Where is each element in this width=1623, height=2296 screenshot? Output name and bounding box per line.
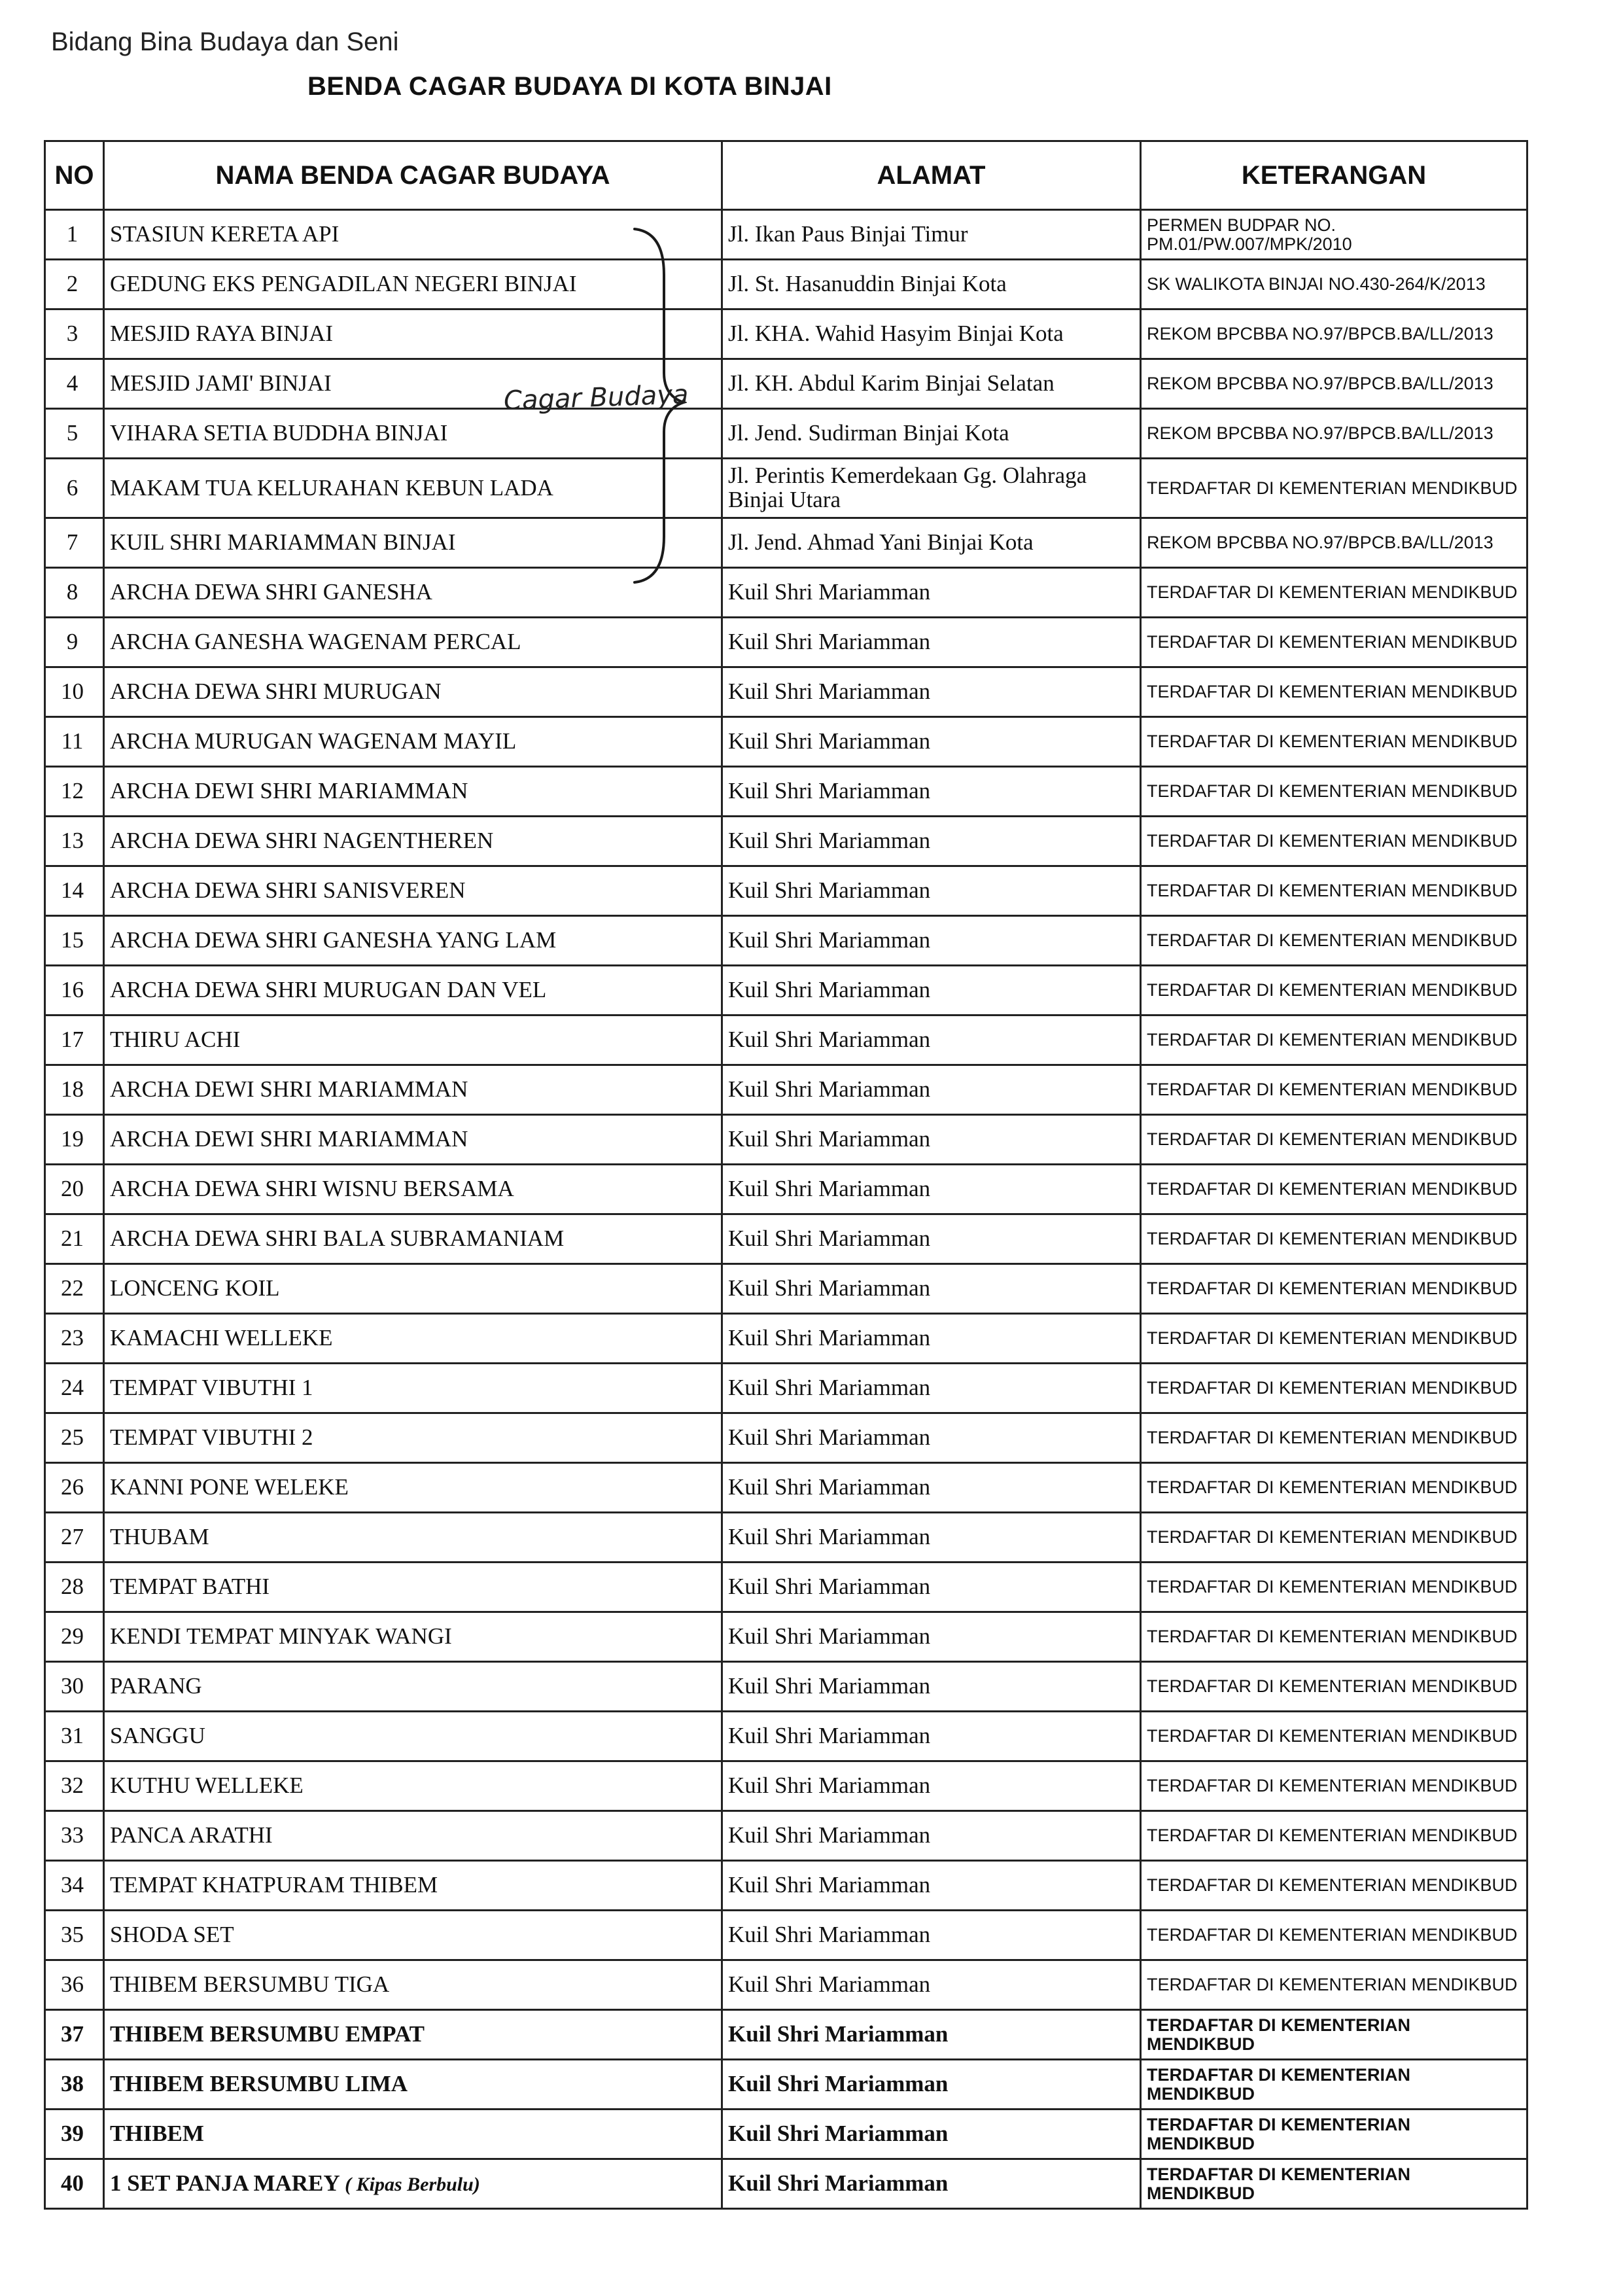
item-address: Kuil Shri Mariamman [722,1463,1141,1513]
item-note: TERDAFTAR DI KEMENTERIAN MENDIKBUD [1141,817,1527,866]
table-row [45,518,1527,568]
column-header-address: ALAMAT [722,141,1141,210]
item-address: Kuil Shri Mariamman [722,1016,1141,1065]
table-row [45,2110,1527,2159]
item-address: Kuil Shri Mariamman [722,866,1141,916]
item-name: ARCHA DEWA SHRI MURUGAN [104,667,722,717]
item-address: Kuil Shri Mariamman [722,1314,1141,1364]
item-name: STASIUN KERETA API [104,210,722,260]
item-address: Kuil Shri Mariamman [722,817,1141,866]
row-number: 21 [45,1214,104,1264]
item-name: KAMACHI WELLEKE [104,1314,722,1364]
row-number: 35 [45,1911,104,1960]
item-note: TERDAFTAR DI KEMENTERIAN MENDIKBUD [1141,459,1527,518]
table-row [45,2010,1527,2060]
row-number: 2 [45,260,104,309]
item-note: TERDAFTAR DI KEMENTERIAN MENDIKBUD [1141,1811,1527,1861]
item-note: TERDAFTAR DI KEMENTERIAN MENDIKBUD [1141,916,1527,966]
item-name: MESJID JAMI' BINJAI [104,359,722,409]
row-number: 29 [45,1612,104,1662]
row-number: 16 [45,966,104,1016]
item-name: LONCENG KOIL [104,1264,722,1314]
item-note: TERDAFTAR DI KEMENTERIAN MENDIKBUD [1141,1960,1527,2010]
item-name: MESJID RAYA BINJAI [104,309,722,359]
item-note: TERDAFTAR DI KEMENTERIAN MENDIKBUD [1141,568,1527,618]
column-header-no: NO [45,141,104,210]
item-name: GEDUNG EKS PENGADILAN NEGERI BINJAI [104,260,722,309]
item-note: TERDAFTAR DI KEMENTERIAN MENDIKBUD [1141,966,1527,1016]
table-row [45,409,1527,459]
item-address: Kuil Shri Mariamman [722,2010,1141,2060]
item-note: TERDAFTAR DI KEMENTERIAN MENDIKBUD [1141,1861,1527,1911]
table-row [45,359,1527,409]
row-number: 33 [45,1811,104,1861]
heritage-table [44,140,1528,2210]
row-number: 19 [45,1115,104,1165]
row-number: 27 [45,1513,104,1563]
item-name [104,2159,722,2209]
item-address: Kuil Shri Mariamman [722,2110,1141,2159]
row-number: 31 [45,1712,104,1761]
row-number: 15 [45,916,104,966]
row-number: 23 [45,1314,104,1364]
item-note: TERDAFTAR DI KEMENTERIAN MENDIKBUD [1141,1463,1527,1513]
item-name: ARCHA DEWA SHRI GANESHA [104,568,722,618]
item-address: Kuil Shri Mariamman [722,667,1141,717]
item-name: ARCHA GANESHA WAGENAM PERCAL [104,618,722,667]
item-address: Kuil Shri Mariamman [722,568,1141,618]
row-number: 5 [45,409,104,459]
table-row [45,210,1527,260]
row-number: 26 [45,1463,104,1513]
item-note: TERDAFTAR DI KEMENTERIAN MENDIKBUD [1141,1662,1527,1712]
item-name: MAKAM TUA KELURAHAN KEBUN LADA [104,459,722,518]
item-address: Kuil Shri Mariamman [722,1364,1141,1413]
item-note: REKOM BPCBBA NO.97/BPCB.BA/LL/2013 [1141,518,1527,568]
item-address: Jl. St. Hasanuddin Binjai Kota [722,260,1141,309]
column-header-name: NAMA BENDA CAGAR BUDAYA [104,141,722,210]
item-address: Kuil Shri Mariamman [722,1513,1141,1563]
item-name: KENDI TEMPAT MINYAK WANGI [104,1612,722,1662]
item-name: ARCHA DEWA SHRI BALA SUBRAMANIAM [104,1214,722,1264]
item-name-sub: ( Kipas Berbulu) [345,2174,480,2196]
item-note: REKOM BPCBBA NO.97/BPCB.BA/LL/2013 [1141,309,1527,359]
item-name: ARCHA DEWA SHRI WISNU BERSAMA [104,1165,722,1214]
table-row [45,309,1527,359]
item-address: Kuil Shri Mariamman [722,1264,1141,1314]
item-note: TERDAFTAR DI KEMENTERIAN MENDIKBUD [1141,1612,1527,1662]
item-note: TERDAFTAR DI KEMENTERIAN MENDIKBUD [1141,1761,1527,1811]
row-number: 7 [45,518,104,568]
item-name: ARCHA DEWA SHRI SANISVEREN [104,866,722,916]
table-row [45,866,1527,916]
table-row [45,1115,1527,1165]
item-name: KUTHU WELLEKE [104,1761,722,1811]
table-row [45,2060,1527,2110]
item-note: TERDAFTAR DI KEMENTERIAN MENDIKBUD [1141,667,1527,717]
table-row [45,1563,1527,1612]
row-number: 40 [45,2159,104,2209]
row-number: 28 [45,1563,104,1612]
item-note: TERDAFTAR DI KEMENTERIAN MENDIKBUD [1141,618,1527,667]
item-note: TERDAFTAR DI KEMENTERIAN MENDIKBUD [1141,767,1527,817]
item-address: Kuil Shri Mariamman [722,1911,1141,1960]
table-row [45,916,1527,966]
item-note: TERDAFTAR DI KEMENTERIAN MENDIKBUD [1141,1364,1527,1413]
table-row [45,1960,1527,2010]
item-note: TERDAFTAR DI KEMENTERIAN MENDIKBUD [1141,866,1527,916]
item-address: Jl. Ikan Paus Binjai Timur [722,210,1141,260]
item-address: Kuil Shri Mariamman [722,916,1141,966]
item-name-main: 1 SET PANJA MAREY [110,2170,340,2197]
row-number: 6 [45,459,104,518]
column-header-note: KETERANGAN [1141,141,1527,210]
item-note: TERDAFTAR DI KEMENTERIAN MENDIKBUD [1141,1712,1527,1761]
row-number: 8 [45,568,104,618]
item-note: REKOM BPCBBA NO.97/BPCB.BA/LL/2013 [1141,409,1527,459]
item-name: THIBEM BERSUMBU EMPAT [104,2010,722,2060]
table-row [45,1911,1527,1960]
table-row [45,2159,1527,2209]
item-note: TERDAFTAR DI KEMENTERIAN MENDIKBUD [1141,1314,1527,1364]
row-number: 20 [45,1165,104,1214]
row-number: 4 [45,359,104,409]
item-name: ARCHA DEWI SHRI MARIAMMAN [104,1115,722,1165]
item-note: TERDAFTAR DI KEMENTERIAN MENDIKBUD [1141,2060,1527,2110]
item-address: Kuil Shri Mariamman [722,767,1141,817]
item-address: Kuil Shri Mariamman [722,618,1141,667]
item-name: KANNI PONE WELEKE [104,1463,722,1513]
item-name: THIBEM BERSUMBU LIMA [104,2060,722,2110]
item-note: PERMEN BUDPAR NO. PM.01/PW.007/MPK/2010 [1141,210,1527,260]
item-note: TERDAFTAR DI KEMENTERIAN MENDIKBUD [1141,1513,1527,1563]
item-address: Jl. Jend. Ahmad Yani Binjai Kota [722,518,1141,568]
item-address: Kuil Shri Mariamman [722,1811,1141,1861]
row-number: 9 [45,618,104,667]
document-title: BENDA CAGAR BUDAYA DI KOTA BINJAI [307,72,832,101]
row-number: 38 [45,2060,104,2110]
item-address: Jl. Jend. Sudirman Binjai Kota [722,409,1141,459]
row-number: 11 [45,717,104,767]
item-address: Kuil Shri Mariamman [722,1413,1141,1463]
table-row [45,1662,1527,1712]
item-note: TERDAFTAR DI KEMENTERIAN MENDIKBUD [1141,1115,1527,1165]
item-note: SK WALIKOTA BINJAI NO.430-264/K/2013 [1141,260,1527,309]
item-name: THIRU ACHI [104,1016,722,1065]
row-number: 24 [45,1364,104,1413]
table-row [45,459,1527,518]
table-row [45,618,1527,667]
item-address: Kuil Shri Mariamman [722,1960,1141,2010]
item-note: TERDAFTAR DI KEMENTERIAN MENDIKBUD [1141,717,1527,767]
row-number: 30 [45,1662,104,1712]
row-number: 37 [45,2010,104,2060]
table-row [45,1016,1527,1065]
item-name: SHODA SET [104,1911,722,1960]
item-name: THUBAM [104,1513,722,1563]
item-note: TERDAFTAR DI KEMENTERIAN MENDIKBUD [1141,1413,1527,1463]
item-address: Kuil Shri Mariamman [722,966,1141,1016]
table-row [45,260,1527,309]
table-row [45,1513,1527,1563]
table-row [45,1165,1527,1214]
item-address: Jl. KHA. Wahid Hasyim Binjai Kota [722,309,1141,359]
table-row [45,1413,1527,1463]
item-name: ARCHA DEWI SHRI MARIAMMAN [104,1065,722,1115]
row-number: 17 [45,1016,104,1065]
item-address: Kuil Shri Mariamman [722,1712,1141,1761]
item-note: TERDAFTAR DI KEMENTERIAN MENDIKBUD [1141,2010,1527,2060]
row-number: 14 [45,866,104,916]
item-name: TEMPAT VIBUTHI 2 [104,1413,722,1463]
item-address: Kuil Shri Mariamman [722,1861,1141,1911]
row-number: 34 [45,1861,104,1911]
item-address: Kuil Shri Mariamman [722,1115,1141,1165]
item-note: TERDAFTAR DI KEMENTERIAN MENDIKBUD [1141,2110,1527,2159]
table-row [45,667,1527,717]
item-address: Kuil Shri Mariamman [722,2060,1141,2110]
row-number: 1 [45,210,104,260]
item-address: Kuil Shri Mariamman [722,1662,1141,1712]
table-row [45,1065,1527,1115]
row-number: 25 [45,1413,104,1463]
item-name: THIBEM BERSUMBU TIGA [104,1960,722,2010]
item-name: PANCA ARATHI [104,1811,722,1861]
item-address: Kuil Shri Mariamman [722,717,1141,767]
table-row [45,1214,1527,1264]
item-address: Kuil Shri Mariamman [722,1563,1141,1612]
table-row [45,717,1527,767]
item-address: Jl. KH. Abdul Karim Binjai Selatan [722,359,1141,409]
item-note: TERDAFTAR DI KEMENTERIAN MENDIKBUD [1141,1016,1527,1065]
item-name: VIHARA SETIA BUDDHA BINJAI [104,409,722,459]
item-name: SANGGU [104,1712,722,1761]
row-number: 22 [45,1264,104,1314]
table-header-row [45,141,1527,210]
item-address: Kuil Shri Mariamman [722,1065,1141,1115]
table-row [45,1314,1527,1364]
row-number: 3 [45,309,104,359]
item-name: TEMPAT BATHI [104,1563,722,1612]
table-row [45,1463,1527,1513]
table-body [45,210,1527,2209]
row-number: 36 [45,1960,104,2010]
table-row [45,966,1527,1016]
item-name: KUIL SHRI MARIAMMAN BINJAI [104,518,722,568]
item-name: THIBEM [104,2110,722,2159]
table-row [45,1612,1527,1662]
item-name: ARCHA DEWA SHRI GANESHA YANG LAM [104,916,722,966]
item-address: Kuil Shri Mariamman [722,1165,1141,1214]
table-row [45,1264,1527,1314]
handwritten-annotation: Cagar Budaya [503,380,689,416]
item-name: ARCHA DEWA SHRI MURUGAN DAN VEL [104,966,722,1016]
table-row [45,1861,1527,1911]
row-number: 18 [45,1065,104,1115]
item-address: Kuil Shri Mariamman [722,2159,1141,2209]
table-row [45,568,1527,618]
row-number: 13 [45,817,104,866]
table-row [45,1761,1527,1811]
item-note: TERDAFTAR DI KEMENTERIAN MENDIKBUD [1141,2159,1527,2209]
item-note: TERDAFTAR DI KEMENTERIAN MENDIKBUD [1141,1065,1527,1115]
item-address: Kuil Shri Mariamman [722,1612,1141,1662]
table-row [45,1364,1527,1413]
item-name: ARCHA MURUGAN WAGENAM MAYIL [104,717,722,767]
heritage-table-container [44,140,1526,2210]
row-number: 32 [45,1761,104,1811]
row-number: 39 [45,2110,104,2159]
item-address: Kuil Shri Mariamman [722,1761,1141,1811]
item-address: Jl. Perintis Kemerdekaan Gg. Olahraga Binjai Utara [722,459,1141,518]
item-note: TERDAFTAR DI KEMENTERIAN MENDIKBUD [1141,1563,1527,1612]
row-number: 12 [45,767,104,817]
table-row [45,1712,1527,1761]
item-name: TEMPAT VIBUTHI 1 [104,1364,722,1413]
item-note: TERDAFTAR DI KEMENTERIAN MENDIKBUD [1141,1911,1527,1960]
item-name: ARCHA DEWI SHRI MARIAMMAN [104,767,722,817]
table-row [45,1811,1527,1861]
item-note: TERDAFTAR DI KEMENTERIAN MENDIKBUD [1141,1214,1527,1264]
table-row [45,767,1527,817]
row-number: 10 [45,667,104,717]
org-header: Bidang Bina Budaya dan Seni [51,27,399,56]
item-name: ARCHA DEWA SHRI NAGENTHEREN [104,817,722,866]
item-address: Kuil Shri Mariamman [722,1214,1141,1264]
item-name: TEMPAT KHATPURAM THIBEM [104,1861,722,1911]
item-name: PARANG [104,1662,722,1712]
table-row [45,817,1527,866]
item-note: TERDAFTAR DI KEMENTERIAN MENDIKBUD [1141,1264,1527,1314]
item-note: TERDAFTAR DI KEMENTERIAN MENDIKBUD [1141,1165,1527,1214]
item-note: REKOM BPCBBA NO.97/BPCB.BA/LL/2013 [1141,359,1527,409]
